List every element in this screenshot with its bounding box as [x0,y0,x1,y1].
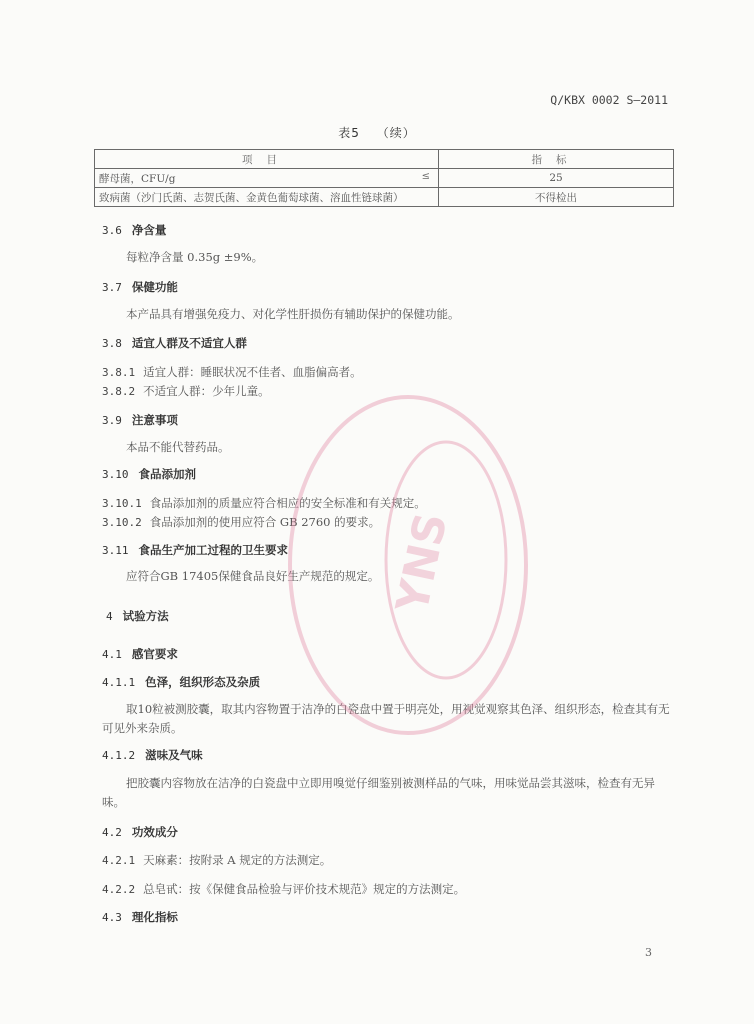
col-header-value: 指标 [439,150,674,169]
list-item: 3.10.2 食品添加剂的使用应符合 GB 2760 的要求。 [102,515,381,529]
row-symbol: ≤ [421,171,430,182]
list-item: 4.2.2 总皂甙：按《保健食品检验与评价技术规范》规定的方法测定。 [102,882,466,896]
section-heading: 3.7 保健功能 [102,280,178,294]
section-heading: 4.2 功效成分 [102,825,178,839]
paragraph: 本产品具有增强免疫力、对化学性肝损伤有辅助保护的保健功能。 [126,307,460,321]
list-item: 3.10.1 食品添加剂的质量应符合相应的安全标准和有关规定。 [102,496,426,510]
table-caption-continued: （续） [376,126,416,140]
chapter-heading: 4 试验方法 [106,609,169,623]
table-row [95,169,674,188]
table-row [95,188,674,207]
row-name: 酵母菌，CFU/g [99,172,176,185]
paragraph: 本品不能代替药品。 [126,440,230,454]
section-heading: 3.10 食品添加剂 [102,467,196,481]
section-heading: 3.11 食品生产加工过程的卫生要求 [102,543,288,557]
page-number: 3 [645,946,652,959]
document-id: Q/KBX 0002 S—2011 [550,93,668,107]
subsection-heading: 4.1.1 色泽，组织形态及杂质 [102,675,261,689]
paragraph: 取10粒被测胶囊，取其内容物置于洁净的白瓷盘中置于明亮处，用视觉观察其色泽、组织形态，检查其有无可见外来杂质。 [102,702,670,735]
section-heading: 3.8 适宜人群及不适宜人群 [102,336,247,350]
list-item: 3.8.2 不适宜人群：少年儿童。 [102,384,270,398]
section-heading: 4.3 理化指标 [102,910,178,924]
row-value: 不得检出 [439,188,674,207]
table-caption-label: 表5 [338,126,360,140]
seal-lettering: YNS [386,508,458,618]
section-heading: 3.6 净含量 [102,223,167,237]
seal-inner-ring [386,442,506,678]
row-value: 25 [439,169,674,188]
subsection-heading: 4.1.2 滋味及气味 [102,748,203,762]
paragraph: 每粒净含量 0.35g ±9%。 [126,250,264,264]
paragraph: 把胶囊内容物放在洁净的白瓷盘中立即用嗅觉仔细鉴别被测样品的气味，用味觉品尝其滋味，检查有无异味。 [102,776,655,809]
list-item: 3.8.1 适宜人群：睡眠状况不佳者、血脂偏高者。 [102,365,362,379]
paragraph: 应符合GB 17405保健食品良好生产规范的规定。 [126,569,380,583]
section-heading: 4.1 感官要求 [102,647,178,661]
section-heading: 3.9 注意事项 [102,413,178,427]
spec-table [94,149,674,207]
table-header-row [95,150,674,169]
list-item: 4.2.1 天麻素：按附录 A 规定的方法测定。 [102,853,332,867]
table-caption [0,124,754,141]
col-header-item: 项目 [95,150,439,169]
row-name: 致病菌（沙门氏菌、志贺氏菌、金黄色葡萄球菌、溶血性链球菌） [95,188,439,207]
